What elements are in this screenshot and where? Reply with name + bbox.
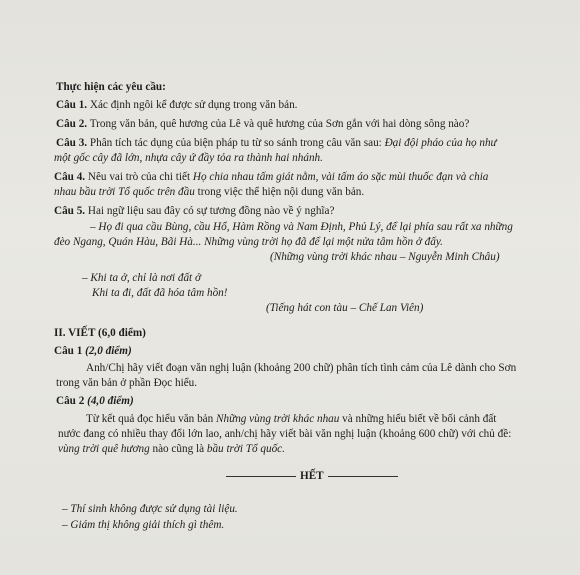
excerpt-2-line-2: Khi ta đi, đất đã hóa tâm hồn! bbox=[92, 287, 228, 299]
excerpt-1-line-2: đèo Ngang, Quán Hàu, Bãi Hà... Những vùng trời họ đã để lại một nửa tâm hồn ở đấy. bbox=[54, 236, 443, 248]
question-2 bbox=[56, 117, 469, 131]
writing-question-2-heading bbox=[56, 394, 134, 408]
question-3-quote-2: một gốc cây đã lớn, nhựa cây ứ đầy tỏa ra thành hai nhánh. bbox=[54, 152, 323, 164]
writing-question-2-text-3: nào cũng là bbox=[152, 443, 205, 455]
question-3-line-1 bbox=[56, 136, 497, 150]
question-5-line-1 bbox=[54, 204, 334, 218]
writing-question-2-text-2: và những hiểu biết về bối cảnh đất bbox=[342, 413, 497, 425]
writing-question-2-theme-2: bầu trời Tổ quốc. bbox=[206, 443, 285, 455]
question-3-label: Câu 3. bbox=[56, 137, 88, 149]
question-3-quote-1: Đại đội pháo của họ như bbox=[384, 137, 497, 149]
writing-question-2-line-2: nước đang có nhiều thay đổi lớn lao, anh/chị hãy viết bài văn nghị luận (khoảng 600 chữ) với chủ đề: bbox=[58, 428, 512, 440]
writing-question-2-title: Những vùng trời khác nhau bbox=[216, 413, 340, 425]
question-4-text-2: trong việc thể hiện nội dung văn bản. bbox=[197, 186, 365, 198]
question-1-label: Câu 1. bbox=[56, 99, 88, 111]
question-1 bbox=[56, 98, 297, 112]
writing-question-1-heading bbox=[54, 344, 132, 358]
writing-question-1-points: (2,0 điểm) bbox=[85, 345, 132, 357]
end-text: HẾT bbox=[300, 470, 324, 482]
end-rule-right bbox=[328, 476, 398, 477]
end-rule-left bbox=[226, 476, 296, 477]
note-2: – Giám thị không giải thích gì thêm. bbox=[62, 519, 225, 531]
question-4-quote-2: nhau bầu trời Tổ quốc trên đầu bbox=[54, 186, 195, 198]
writing-question-2-text-1: Từ kết quả đọc hiểu văn bản bbox=[86, 413, 214, 425]
question-4-line-2 bbox=[54, 185, 364, 199]
writing-question-1-line-2: trong văn bản ở phần Đọc hiểu. bbox=[56, 377, 198, 389]
excerpt-2-source: (Tiếng hát con tàu – Chế Lan Viên) bbox=[266, 302, 424, 314]
question-1-text: Xác định ngôi kể được sử dụng trong văn bản. bbox=[89, 99, 298, 111]
section-2-title: II. VIẾT (6,0 điểm) bbox=[54, 327, 146, 339]
writing-question-1-line-1: Anh/Chị hãy viết đoạn văn nghị luận (khoảng 200 chữ) phân tích tình cảm của Lê dành cho Sơn bbox=[86, 362, 517, 374]
end-marker bbox=[222, 469, 402, 483]
excerpt-1-source: (Những vùng trời khác nhau – Nguyễn Minh Châu) bbox=[270, 251, 500, 263]
question-2-label: Câu 2. bbox=[56, 118, 88, 130]
writing-question-2-label: Câu 2 bbox=[56, 395, 85, 407]
question-4-quote-1: Họ chia nhau tấm giát nằm, vài tấm áo sặc mùi thuốc đạn và chia bbox=[192, 171, 489, 183]
question-4-text-1: Nêu vai trò của chi tiết bbox=[87, 171, 191, 183]
question-5-label: Câu 5. bbox=[54, 205, 86, 217]
question-4-label: Câu 4. bbox=[54, 171, 86, 183]
writing-question-2-points: (4,0 điểm) bbox=[87, 395, 134, 407]
question-2-text: Trong văn bản, quê hương của Lê và quê hương của Sơn gắn với hai dòng sông nào? bbox=[89, 118, 470, 130]
note-1: – Thí sinh không được sử dụng tài liệu. bbox=[62, 503, 238, 515]
writing-question-2-line-1 bbox=[86, 412, 496, 426]
question-5-text: Hai ngữ liệu sau đây có sự tương đồng nào về ý nghĩa? bbox=[87, 205, 335, 217]
excerpt-2-line-1: – Khi ta ở, chỉ là nơi đất ở bbox=[82, 272, 201, 284]
writing-question-1-label: Câu 1 bbox=[54, 345, 83, 357]
excerpt-1-line-1: – Họ đi qua cầu Bùng, cầu Hổ, Hàm Rồng và Nam Định, Phủ Lý, để lại phía sau rất xa những bbox=[90, 221, 513, 233]
writing-question-2-theme-1: vùng trời quê hương bbox=[58, 443, 150, 455]
question-3-text: Phân tích tác dụng của biện pháp tu từ so sánh trong câu văn sau: bbox=[89, 137, 382, 149]
instructions-header: Thực hiện các yêu cầu: bbox=[56, 81, 166, 93]
writing-question-2-line-3 bbox=[58, 442, 285, 456]
question-4-line-1 bbox=[54, 170, 488, 184]
